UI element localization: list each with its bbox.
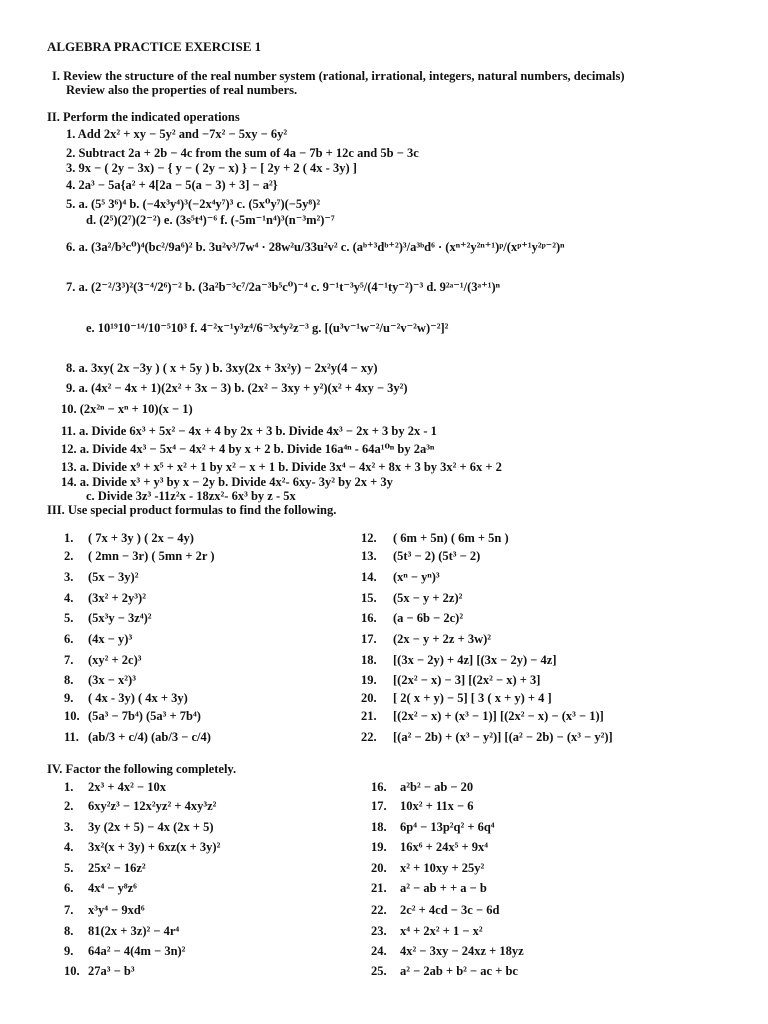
problem-number: 17. <box>371 799 387 813</box>
problem-expression: 10x² + 11x − 6 <box>400 799 474 813</box>
problem-number: 13. <box>361 549 377 563</box>
sec2-item-1: 1. Add 2x² + xy − 5y² and −7x² − 5xy − 6y² <box>66 127 288 141</box>
section-2-header: II. Perform the indicated operations <box>47 110 240 124</box>
sec2-item-4: 4. 2a³ − 5a{a² + 4[2a − 5(a − 3) + 3] − a²} <box>66 178 278 192</box>
problem-number: 21. <box>361 709 377 723</box>
problem-expression: ( 2mn − 3r) ( 5mn + 2r ) <box>88 549 215 563</box>
problem-number: 2. <box>64 549 74 563</box>
problem-number: 8. <box>64 924 74 938</box>
problem-expression: 2c² + 4cd − 3c − 6d <box>400 903 500 917</box>
sec2-item-8: 8. a. 3xy( 2x −3y ) ( x + 5y ) b. 3xy(2x + 3x²y) − 2x²y(4 − xy) <box>66 361 378 375</box>
problem-number: 12. <box>361 531 377 545</box>
sec2-item-13: 13. a. Divide x⁹ + x⁵ + x² + 1 by x² − x + 1 b. Divide 3x⁴ − 4x² + 8x + 3 by 3x² + 6x + 2 <box>61 460 502 474</box>
problem-expression: [(a² − 2b) + (x³ − y²)] [(a² − 2b) − (x³ − y²)] <box>393 730 613 744</box>
section-1-line-2: Review also the properties of real numbers. <box>66 83 298 97</box>
problem-number: 9. <box>64 691 74 705</box>
problem-expression: (5a³ − 7b⁴) (5a³ + 7b⁴) <box>88 709 201 723</box>
problem-number: 18. <box>371 820 387 834</box>
problem-expression: a² − ab + + a − b <box>400 881 487 895</box>
problem-number: 10. <box>64 964 80 978</box>
problem-expression: x² + 10xy + 25y² <box>400 861 485 875</box>
sec2-item-5: 5. a. (5⁵ 3⁶)⁴ b. (−4x³y⁴)³(−2x⁴y⁷)³ c. (5x⁰y⁷)(−5y⁸)² <box>66 197 321 211</box>
problem-expression: ( 4x - 3y) ( 4x + 3y) <box>88 691 188 705</box>
problem-number: 3. <box>64 820 74 834</box>
problem-expression: (5t³ − 2) (5t³ − 2) <box>393 549 481 563</box>
problem-number: 10. <box>64 709 80 723</box>
problem-number: 19. <box>361 673 377 687</box>
problem-expression: 6p⁴ − 13p²q² + 6q⁴ <box>400 820 495 834</box>
problem-number: 6. <box>64 881 74 895</box>
problem-expression: (a − 6b − 2c)² <box>393 611 464 625</box>
sec2-item-12: 12. a. Divide 4x³ − 5x⁴ − 4x² + 4 by x + 2 b. Divide 16a⁴ⁿ - 64a¹⁰ⁿ by 2a³ⁿ <box>61 442 435 456</box>
problem-expression: 81(2x + 3z)² − 4r⁴ <box>88 924 180 938</box>
problem-number: 22. <box>371 903 387 917</box>
problem-expression: (ab/3 + c/4) (ab/3 − c/4) <box>88 730 211 744</box>
problem-number: 18. <box>361 653 377 667</box>
sec2-item-11: 11. a. Divide 6x³ + 5x² − 4x + 4 by 2x + 3 b. Divide 4x³ − 2x + 3 by 2x - 1 <box>61 424 437 438</box>
problem-number: 16. <box>361 611 377 625</box>
problem-number: 4. <box>64 591 74 605</box>
problem-number: 1. <box>64 780 74 794</box>
problem-number: 21. <box>371 881 387 895</box>
sec2-item-5-continued: d. (2⁵)(2⁷)(2⁻²) e. (3s⁵t⁴)⁻⁶ f. (-5m⁻¹n⁴)³(n⁻³m²)⁻⁷ <box>86 213 335 227</box>
sec2-item-14-continued: c. Divide 3z³ -11z²x - 18zx²- 6x³ by z - 5x <box>86 489 296 503</box>
section-3-header: III. Use special product formulas to find the following. <box>47 503 337 517</box>
problem-number: 25. <box>371 964 387 978</box>
problem-expression: 27a³ − b³ <box>88 964 135 978</box>
problem-number: 20. <box>361 691 377 705</box>
problem-number: 4. <box>64 840 74 854</box>
problem-expression: (4x − y)³ <box>88 632 133 646</box>
problem-expression: [(3x − 2y) + 4z] [(3x − 2y) − 4z] <box>393 653 557 667</box>
problem-number: 19. <box>371 840 387 854</box>
section-1-line-1: I. Review the structure of the real number system (rational, irrational, integers, natural numbers, decimals) <box>52 69 625 83</box>
problem-expression: (3x − x²)³ <box>88 673 136 687</box>
problem-expression: ( 6m + 5n) ( 6m + 5n ) <box>393 531 509 545</box>
problem-expression: 2x³ + 4x² − 10x <box>88 780 166 794</box>
problem-expression: (xy² + 2c)³ <box>88 653 142 667</box>
problem-expression: 16x⁶ + 24x⁵ + 9x⁴ <box>400 840 488 854</box>
problem-number: 22. <box>361 730 377 744</box>
problem-number: 3. <box>64 570 74 584</box>
problem-expression: [(2x² − x) − 3] [(2x² − x) + 3] <box>393 673 541 687</box>
problem-expression: (2x − y + 2z + 3w)² <box>393 632 492 646</box>
problem-expression: 25x² − 16z² <box>88 861 146 875</box>
problem-expression: 3x²(x + 3y) + 6xz(x + 3y)² <box>88 840 221 854</box>
sec2-item-7-continued: e. 10¹⁹10⁻¹⁴/10⁻⁵10³ f. 4⁻²x⁻¹y³z⁴/6⁻³x⁴y²z⁻³ g. [(u³v⁻¹w⁻²/u⁻²v⁻²w)⁻²]² <box>86 321 449 335</box>
problem-expression: [(2x² − x) + (x³ − 1)] [(2x² − x) − (x³ − 1)] <box>393 709 604 723</box>
section-4-header: IV. Factor the following completely. <box>47 762 237 776</box>
problem-number: 14. <box>361 570 377 584</box>
problem-number: 5. <box>64 861 74 875</box>
page-title: ALGEBRA PRACTICE EXERCISE 1 <box>47 39 262 54</box>
problem-expression: a² − 2ab + b² − ac + bc <box>400 964 518 978</box>
problem-expression: 6xy²z³ − 12x²yz² + 4xy³z² <box>88 799 217 813</box>
problem-number: 23. <box>371 924 387 938</box>
problem-number: 9. <box>64 944 74 958</box>
problem-number: 2. <box>64 799 74 813</box>
problem-number: 7. <box>64 653 74 667</box>
problem-number: 20. <box>371 861 387 875</box>
problem-expression: ( 7x + 3y ) ( 2x − 4y) <box>88 531 194 545</box>
problem-number: 11. <box>64 730 79 744</box>
problem-expression: (5x³y − 3z⁴)² <box>88 611 152 625</box>
problem-expression: (5x − y + 2z)² <box>393 591 463 605</box>
problem-expression: (5x − 3y)² <box>88 570 139 584</box>
problem-expression: 64a² − 4(4m − 3n)² <box>88 944 186 958</box>
problem-number: 8. <box>64 673 74 687</box>
sec2-item-2: 2. Subtract 2a + 2b − 4c from the sum of 4a − 7b + 12c and 5b − 3c <box>66 146 419 160</box>
problem-number: 1. <box>64 531 74 545</box>
problem-number: 5. <box>64 611 74 625</box>
problem-expression: (3x² + 2y³)² <box>88 591 146 605</box>
problem-expression: 3y (2x + 5) − 4x (2x + 5) <box>88 820 214 834</box>
sec2-item-6: 6. a. (3a²/b³c⁰)⁴(bc²/9a⁶)² b. 3u²v³/7w⁴ · 28w²u/33u²v² c. (aᵇ⁺³dᵇ⁺²)³/a³ᵇd⁶ · (xⁿ⁺²y²ⁿ⁺¹)ᵖ/(xᵖ⁺¹y²ᵖ⁻²)ⁿ <box>66 240 565 254</box>
problem-expression: x⁴ + 2x² + 1 − x² <box>400 924 483 938</box>
sec2-item-10: 10. (2x²ⁿ − xⁿ + 10)(x − 1) <box>61 402 193 416</box>
problem-number: 17. <box>361 632 377 646</box>
problem-expression: 4x⁴ − y⁸z⁶ <box>88 881 137 895</box>
problem-expression: [ 2( x + y) − 5] [ 3 ( x + y) + 4 ] <box>393 691 552 705</box>
problem-number: 16. <box>371 780 387 794</box>
problem-number: 7. <box>64 903 74 917</box>
sec2-item-3: 3. 9x − ( 2y − 3x) − { y − ( 2y − x) } − [ 2y + 2 ( 4x - 3y) ] <box>66 161 357 175</box>
sec2-item-14: 14. a. Divide x³ + y³ by x − 2y b. Divide 4x²- 6xy- 3y² by 2x + 3y <box>61 475 393 489</box>
problem-number: 6. <box>64 632 74 646</box>
problem-expression: a²b² − ab − 20 <box>400 780 474 794</box>
sec2-item-9: 9. a. (4x² − 4x + 1)(2x² + 3x − 3) b. (2x² − 3xy + y²)(x² + 4xy − 3y²) <box>66 381 408 395</box>
problem-number: 15. <box>361 591 377 605</box>
problem-expression: (xⁿ − yⁿ)³ <box>393 570 440 584</box>
problem-expression: x³y⁴ − 9xd⁶ <box>88 903 145 917</box>
problem-number: 24. <box>371 944 387 958</box>
sec2-item-7: 7. a. (2⁻²/3³)²(3⁻⁴/2⁶)⁻² b. (3a²b⁻³c⁷/2a⁻³b⁵c⁰)⁻⁴ c. 9⁻¹t⁻³y⁵/(4⁻¹ty⁻²)⁻³ d. 9²ᵃ⁻¹/(3ᵃ⁺¹)ⁿ <box>66 280 500 294</box>
problem-expression: 4x² − 3xy − 24xz + 18yz <box>400 944 524 958</box>
